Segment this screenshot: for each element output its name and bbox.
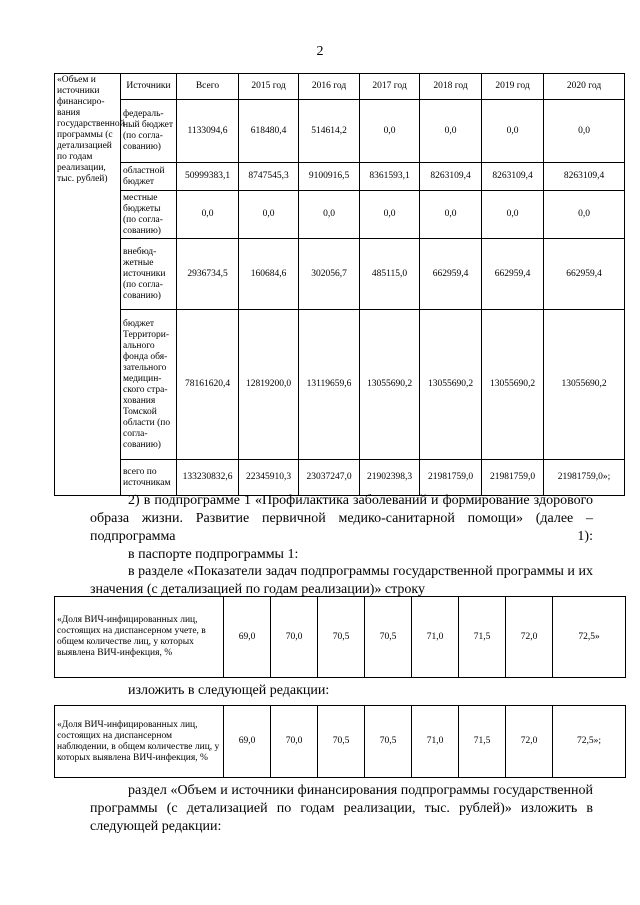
value-cell: 71,5 <box>459 597 506 678</box>
value-cell: 70,5 <box>365 597 412 678</box>
table-label-cell: «Объем и источники финансиро-вания государственной программы (с детализацией по годам реализации, тыс. рублей) <box>55 74 121 496</box>
source-cell: внебюд-жетные источники (по согла-сованию) <box>121 239 177 310</box>
value-cell: 662959,4 <box>482 239 544 310</box>
value-cell: 72,0 <box>506 706 553 778</box>
value-cell: 0,0 <box>544 191 625 239</box>
value-cell: 21981759,0»; <box>544 460 625 496</box>
value-cell: 9100916,5 <box>299 163 360 191</box>
value-cell: 2936734,5 <box>177 239 239 310</box>
header-cell: Источники <box>121 74 177 100</box>
value-cell: 72,0 <box>506 597 553 678</box>
value-cell: 71,5 <box>459 706 506 778</box>
header-cell: 2016 год <box>299 74 360 100</box>
paragraph-indicators-section: в разделе «Показатели задач подпрограммы государственной программы и их значения (с детализацией по годам реализации)» строку <box>90 564 593 597</box>
value-cell: 70,5 <box>365 706 412 778</box>
value-cell: 662959,4 <box>544 239 625 310</box>
value-cell: 8263109,4 <box>482 163 544 191</box>
value-cell: 21902398,3 <box>360 460 420 496</box>
value-cell: 1133094,6 <box>177 100 239 163</box>
value-cell: 662959,4 <box>420 239 482 310</box>
value-cell: 133230832,6 <box>177 460 239 496</box>
header-cell: 2017 год <box>360 74 420 100</box>
value-cell: 485115,0 <box>360 239 420 310</box>
value-cell: 23037247,0 <box>299 460 360 496</box>
table-row <box>55 100 625 163</box>
value-cell: 13055690,2 <box>544 310 625 460</box>
value-cell: 8263109,4 <box>544 163 625 191</box>
value-cell: 0,0 <box>360 100 420 163</box>
value-cell: 0,0 <box>177 191 239 239</box>
value-cell: 0,0 <box>299 191 360 239</box>
table-row <box>55 163 625 191</box>
value-cell: 0,0 <box>420 100 482 163</box>
value-cell: 70,0 <box>271 706 318 778</box>
value-cell: 0,0 <box>544 100 625 163</box>
value-cell: 78161620,4 <box>177 310 239 460</box>
value-cell: 21981759,0 <box>420 460 482 496</box>
indicator-table-old <box>54 596 626 678</box>
table-row <box>55 706 626 778</box>
value-cell: 618480,4 <box>239 100 299 163</box>
header-cell: Всего <box>177 74 239 100</box>
value-cell: 72,5» <box>553 597 626 678</box>
source-cell: всего по источникам <box>121 460 177 496</box>
paragraph-new-edition: изложить в следующей редакции: <box>128 683 330 698</box>
value-cell: 69,0 <box>224 597 271 678</box>
value-cell: 0,0 <box>482 191 544 239</box>
table-row <box>55 597 626 678</box>
value-cell: 72,5»; <box>553 706 626 778</box>
value-cell: 71,0 <box>412 597 459 678</box>
value-cell: 12819200,0 <box>239 310 299 460</box>
value-cell: 0,0 <box>482 100 544 163</box>
table-row <box>55 310 625 460</box>
source-cell: местные бюджеты (по согла-сованию) <box>121 191 177 239</box>
value-cell: 13055690,2 <box>482 310 544 460</box>
financing-table <box>54 73 625 496</box>
value-cell: 13055690,2 <box>360 310 420 460</box>
value-cell: 160684,6 <box>239 239 299 310</box>
value-cell: 0,0 <box>239 191 299 239</box>
header-cell: 2015 год <box>239 74 299 100</box>
value-cell: 70,0 <box>271 597 318 678</box>
table-row <box>55 239 625 310</box>
header-cell: 2018 год <box>420 74 482 100</box>
source-cell: областной бюджет <box>121 163 177 191</box>
value-cell: 22345910,3 <box>239 460 299 496</box>
table-row <box>55 191 625 239</box>
header-cell: 2020 год <box>544 74 625 100</box>
value-cell: 8747545,3 <box>239 163 299 191</box>
table-row <box>55 460 625 496</box>
value-cell: 21981759,0 <box>482 460 544 496</box>
indicator-label: «Доля ВИЧ-инфицированных лиц, состоящих на диспансерном учете, в общем количестве лиц, у которых выявлена ВИЧ-инфекция, % <box>55 597 224 678</box>
value-cell: 13055690,2 <box>420 310 482 460</box>
value-cell: 71,0 <box>412 706 459 778</box>
source-cell: федераль-ный бюджет (по согла-сованию) <box>121 100 177 163</box>
indicator-table-new <box>54 705 626 778</box>
value-cell: 8263109,4 <box>420 163 482 191</box>
value-cell: 0,0 <box>420 191 482 239</box>
paragraph-subprogram-1: 2) в подпрограмме 1 «Профилактика заболеваний и формирование здорового образа жизни. Развитие первичной медико-санитарной помощи» (далее – подпрограмма 1): <box>90 493 593 544</box>
value-cell: 0,0 <box>360 191 420 239</box>
value-cell: 13119659,6 <box>299 310 360 460</box>
value-cell: 514614,2 <box>299 100 360 163</box>
indicator-label: «Доля ВИЧ-инфицированных лиц, состоящих на диспансерном наблюдении, в общем количестве лиц, у которых выявлена ВИЧ-инфекция, % <box>55 706 224 778</box>
value-cell: 70,5 <box>318 706 365 778</box>
value-cell: 69,0 <box>224 706 271 778</box>
page-number: 2 <box>316 44 324 59</box>
value-cell: 70,5 <box>318 597 365 678</box>
value-cell: 8361593,1 <box>360 163 420 191</box>
value-cell: 50999383,1 <box>177 163 239 191</box>
source-cell: бюджет Территори-ального фонда обя-зательного медицин-ского стра-хования Томской области (по согла-сованию) <box>121 310 177 460</box>
value-cell: 302056,7 <box>299 239 360 310</box>
paragraph-financing-section: раздел «Объем и источники финансирования подпрограммы государственной программы (с детализацией по годам реализации, тыс. рублей)» изложить в следующей редакции: <box>90 783 593 834</box>
paragraph-passport: в паспорте подпрограммы 1: <box>128 547 299 562</box>
header-cell: 2019 год <box>482 74 544 100</box>
